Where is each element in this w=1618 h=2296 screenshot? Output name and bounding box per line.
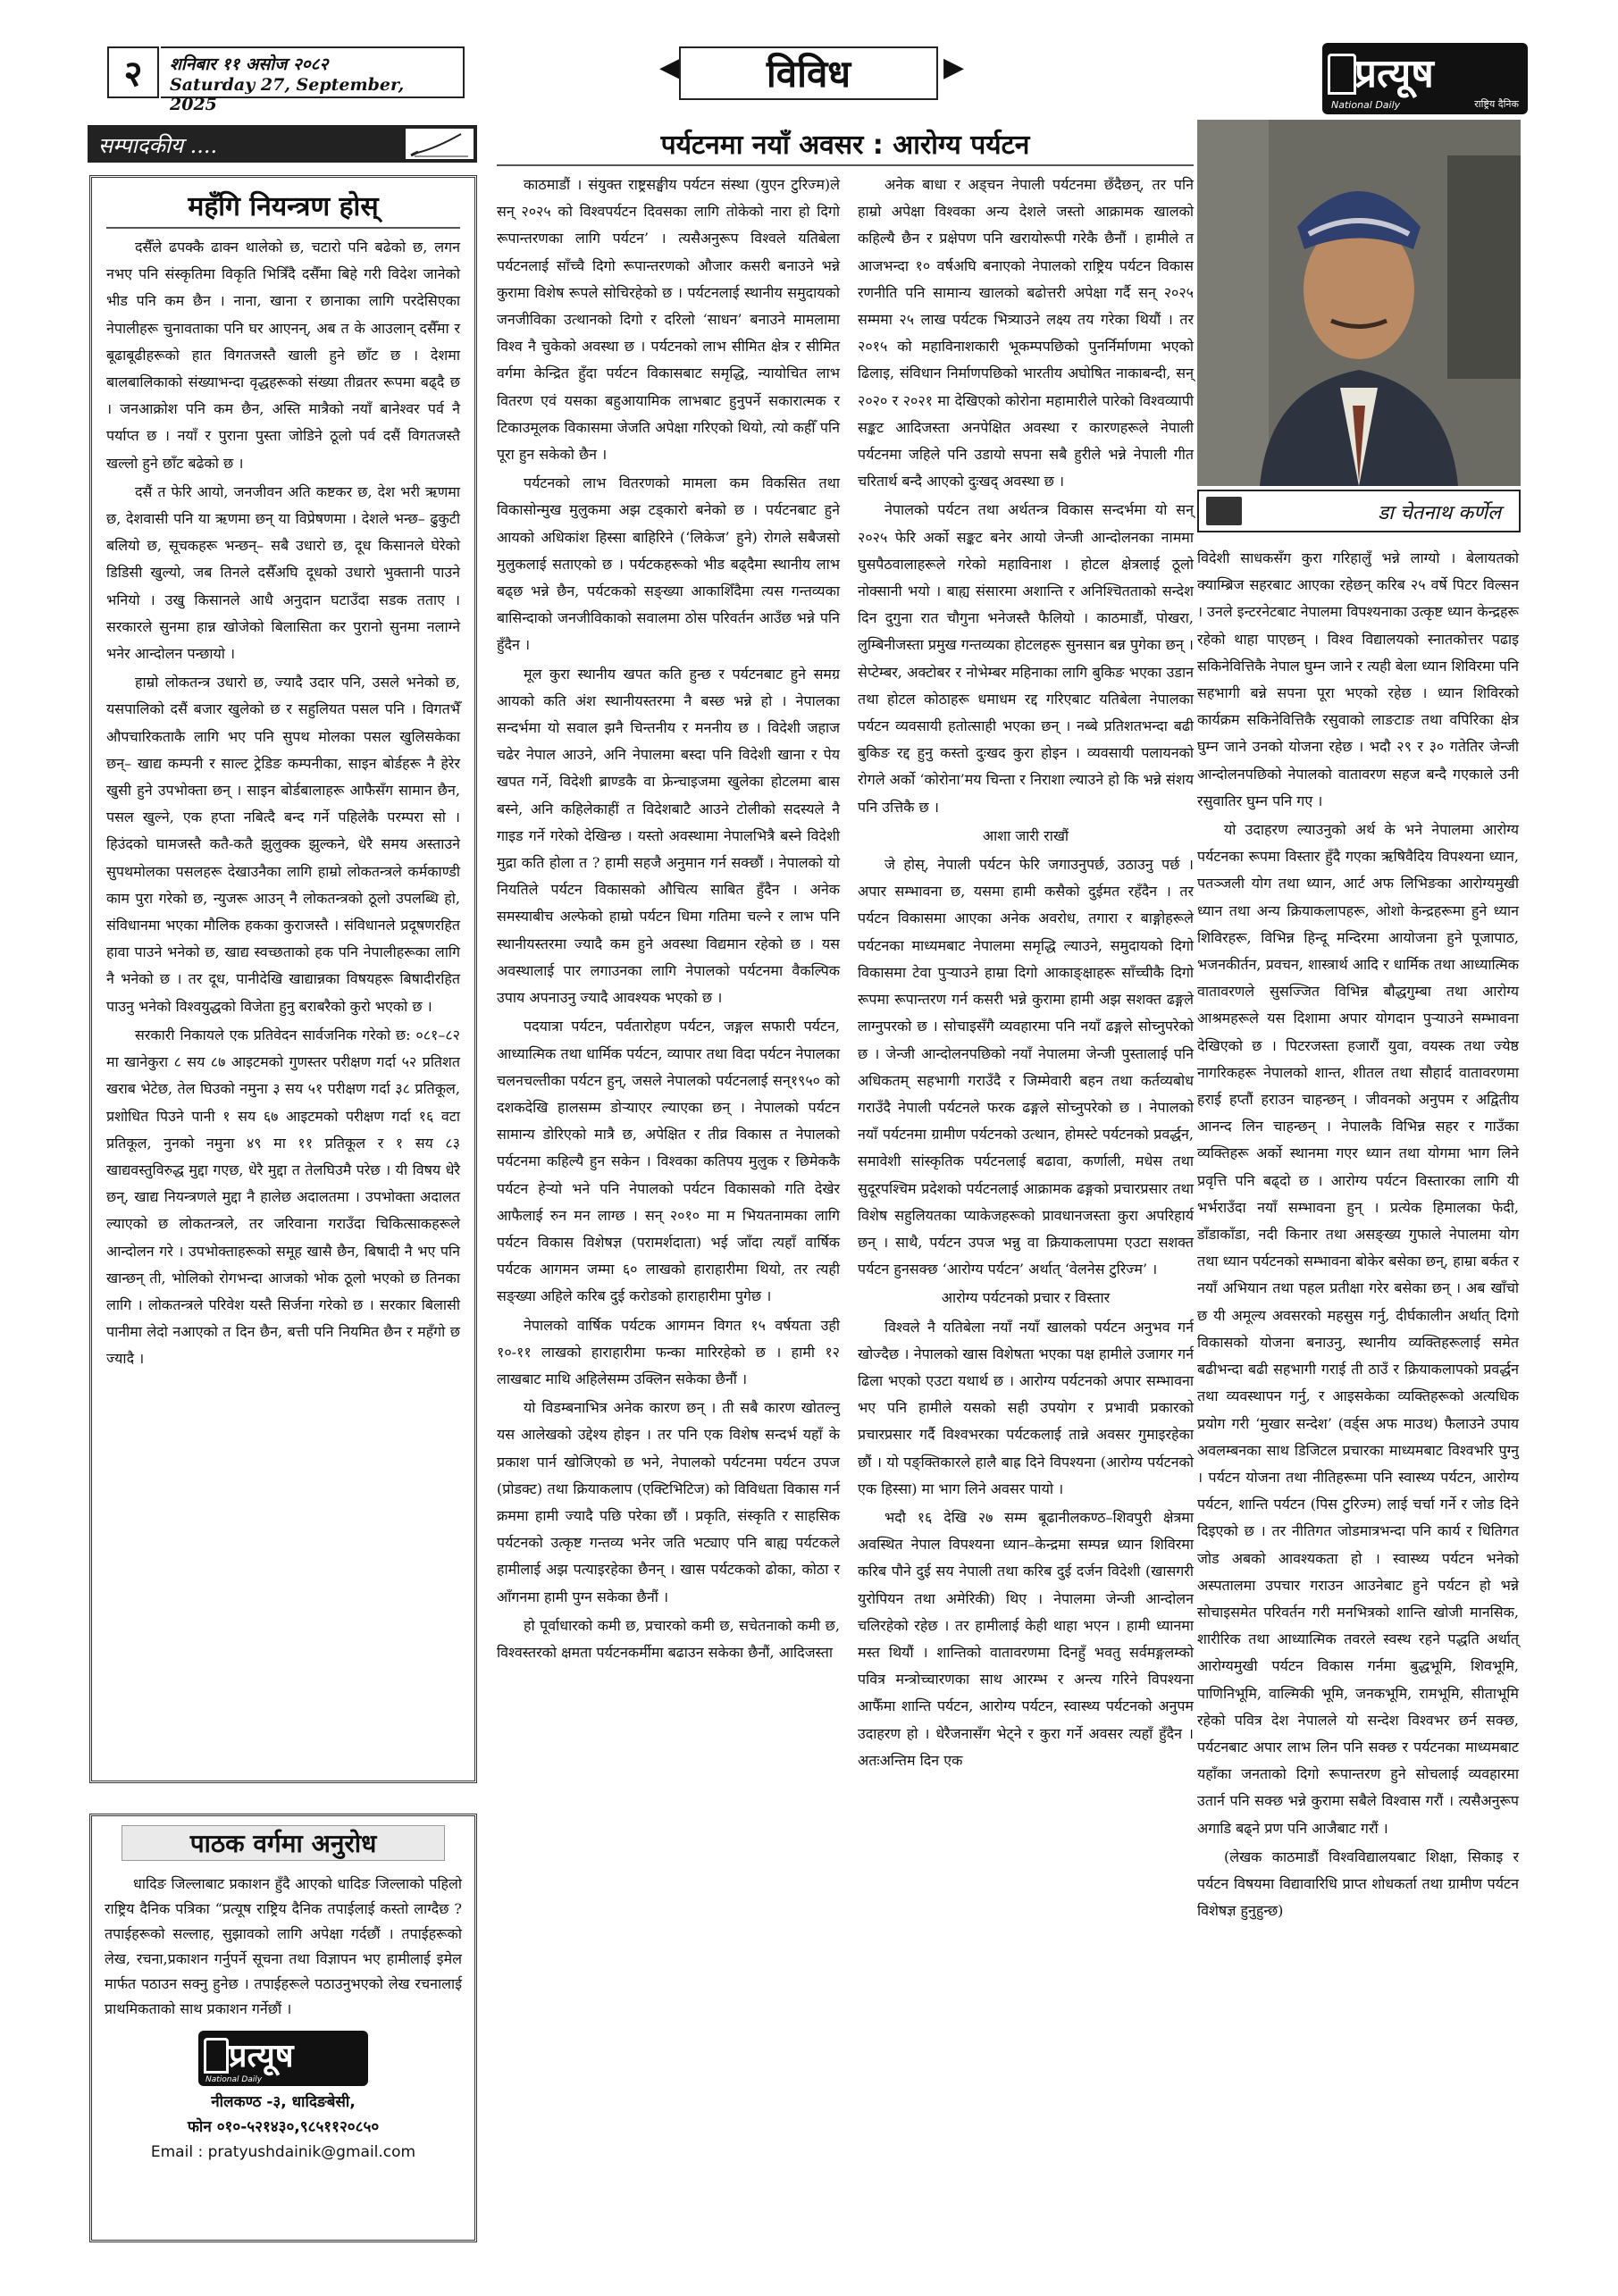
masthead-logo [1322, 43, 1528, 114]
editorial-label: सम्पादकीय .... [88, 125, 477, 163]
editorial-paragraph: हाम्रो लोकतन्त्र उधारो छ, ज्यादै उदार पनि, उसले भनेको छ, यसपालिको दसैं बजार खुलेको छ र सहुलियत पसल पनि । विगतभैँ औपचारिकताकै लागि भए पनि सुपथ मोलका पसल खुलिसकेका छन्– खाद्य कम्पनी र साल्ट ट्रेडिङ कम्पनीका, साइन बोर्डहरू नै हेरेर खुसी हुने उपभोक्ता छन् । साइन बोर्डबालाहरू आफैसँग सामान छैन, पसल खुल्ने, एक हप्ता नबित्दै बन्द गर्ने पहिलेकै परम्परा सो । हिउंदको घामजस्तै कतै-कतै झुलुक्क झुल्कने, धेरै समय अस्ताउने सुपथमोलका पसलहरू देखाउनैका लागि हाम्रो लोकतन्त्रले कर्मकाण्डी काम पुरा गरेको छ, न्युजरू आउन् नै लोकतन्त्रको ठूलो उपलब्धि हो, संविधानमा भएका मौलिक हकका कुराजस्तै । संविधानले प्रदूषणरहित हावा पाउने भनेको छ, खाद्य स्वच्छताको हक पनि नेपालीहरूका लागि नै भनेको छ । तर दूध, पानीदेखि खाद्यान्नका विषयहरू बिषादीरहित पाउनु भनेको विश्वयुद्धको विजेता हुनु बराबरैको कुरो भएको छ । [106, 674, 460, 1015]
article-paragraph: अनेक बाधा र अड्चन नेपाली पर्यटनमा छँदैछन्, तर पनि हाम्रो अपेक्षा विश्वका अन्य देशले जस्तो आक्रामक खालको कहिल्यै छैन र प्रक्षेपण पनि खरायोरूपी गरेकै छैनौं । हामीले त आजभन्दा १० वर्षअघि बनाएको नेपालको राष्ट्रिय पर्यटन विकास रणनीति पनि सामान्य खालको बढोत्तरी अपेक्षा गर्दै सन् २०२५ सम्ममा २५ लाख पर्यटक भित्र्याउने लक्ष्य तय गरेका थियौं । तर २०१५ को महाविनाशकारी भूकम्पपछिको पुनर्निर्माणमा भएको ढिलाइ, संविधान निर्माणपछिको भारतीय अघोषित नाकाबन्दी, सन् २०२० र २०२१ मा देखिएको कोरोना महामारीले पारेको विश्वव्यापी सङ्कट आदिजस्ता अनपेक्षित अवस्था र कारणहरूले नेपाली पर्यटनमा जहिले पनि उडायो सपना सबै हुरीले भन्ने नेपाली गीत चरितार्थ बन्दै आएको दुःखद् अवस्था छ । [858, 176, 1194, 490]
left-triangle-icon: ◀ [659, 52, 681, 83]
logo-tagline-np: राष्ट्रिय दैनिक [1474, 98, 1519, 110]
reader-request-title: पाठक वर्गमा अनुरोध [122, 1825, 445, 1861]
pen-icon [1206, 497, 1242, 525]
article-title: पर्यटनमा नयाँ अवसर : आरोग्य पर्यटन [497, 125, 1194, 166]
date-nepali: शनिबार ११ असोज २०८२ [170, 54, 329, 74]
article-column-3 [1197, 545, 1519, 2296]
article-paragraph: भदौ १६ देखि २७ सम्म बूढानीलकण्ठ–शिवपुरी क्षेत्रमा अवस्थित नेपाल विपश्यना ध्यान–केन्द्रमा सम्पन्न ध्यान शिविरमा करिब पौने दुई सय नेपाली तथा करिब दुई दर्जन विदेशी (खासगरी युरोपियन तथा अमेरिकी) थिए । नेपालमा जेन्जी आन्दोलन चलिरहेको रहेछ । तर हामीलाई केही थाहा भएन । हामी ध्यानमा मस्त थियौं । शान्तिको वातावरणमा दिनहुँ भवतु सर्वमङ्गलम्को पवित्र मन्त्रोच्चारणका साथ आरम्भ र अन्त्य गरिने विपश्यना आफैँमा शान्ति पर्यटन, आरोग्य पर्यटन, स्वास्थ्य पर्यटनको अनुपम उदाहरण हो । धेरैजनासँग भेट्ने र कुरा गर्ने अवसर त्यहाँ हुँदैन । अतःअन्तिम दिन एक [858, 1508, 1194, 1769]
author-photo [1197, 120, 1521, 486]
article-paragraph: यो उदाहरण ल्याउनुको अर्थ के भने नेपालमा आरोग्य पर्यटनका रूपमा विस्तार हुँदै गएका ऋषिवैदिय विपश्यना ध्यान, पतञ्जली योग तथा ध्यान, आर्ट अफ लिभिङका आरोग्यमुखी ध्यान तथा अन्य क्रियाकलापहरू, ओशो केन्द्रहरूमा हुने ध्यान शिविरहरू, विभिन्न हिन्दू मन्दिरमा आयोजना हुने पूजापाठ, भजनकीर्तन, प्रवचन, शास्त्रार्थ आदि र धार्मिक तथा आध्यात्मिक वातावरणले सुसज्जित विभिन्न बौद्धगुम्बा तथा आरोग्य आश्रमहरूले यस दिशामा अपार योगदान पुऱ्याउने सम्भावना देखिएको छ । पिटरजस्ता हजारौं युवा, वयस्क तथा ज्येष्ठ नागरिकहरू नेपालको शान्त, शीतल तथा सौहार्द वातावरणमा हराई हप्तौं हराउन चाहन्छन् । जीवनको अनुपम र अद्वितीय आनन्द लिन चाहन्छन् । नेपालकै विभिन्न सहर र गाउँका व्यक्तिहरू अर्को स्थानमा गएर ध्यान तथा योगमा भाग लिने प्रवृत्ति पनि बढ्दो छ । आरोग्य पर्यटन विस्तारका लागि यी भर्भराउँदा नयाँ सम्भावना हुन् । प्रत्येक हिमालका फेदी, डाँडाकाँडा, नदी किनार तथा असङ्ख्य गुफाले नेपालमा योग तथा ध्यान पर्यटनको सम्भावना बोकेर बसेका छन्, हाम्रा बर्कत र नयाँ अभियान तथा पहल प्रतीक्षा गरेर बसेका छन् । अब खाँचो छ यी अमूल्य अवसरको महसुस गर्नु, दीर्घकालीन अर्थात् दिगो विकासको योजना बनाउनु, स्थानीय व्यक्तिहरूलाई समेत बढीभन्दा बढी सहभागी गराई ती ठाउँ र क्रियाकलापको प्रवर्द्धन तथा व्यवस्थापन गर्नु, र आइसकेका व्यक्तिहरूको अत्यधिक प्रयोग गरी ‘मुखार सन्देश’ (वर्ड्स अफ माउथ) फैलाउने उपाय अवलम्बनका साथ डिजिटल प्रचारका माध्यमबाट विश्वभरि पुग्नु । पर्यटन योजना तथा नीतिहरूमा पनि स्वास्थ्य पर्यटन, आरोग्य पर्यटन, शान्ति पर्यटन (पिस टुरिज्म) लाई चर्चा गर्ने र जोड दिने दिइएको छ । तर नीतिगत जोडमात्रभन्दा पनि कार्य र धितिगत जोड अबको आवश्यकता हो । स्वास्थ्य पर्यटन भनेको अस्पतालमा उपचार गराउन आउनेबाट हुने पर्यटन हो भन्ने सोचाइसमेत परिवर्तन गरी मनभित्रको शान्ति खोजी मानसिक, शारीरिक तथा आध्यात्मिक तवरले स्वस्थ रहने पद्धति अर्थात् आरोग्यमुखी पर्यटन विकास गर्नमा बुद्धभूमि, शिवभूमि, पाणिनिभूमि, वाल्मिकी भूमि, जनकभूमि, रामभूमि, सीताभूमि रहेको पवित्र देश नेपालले यो सन्देश विश्वभर छर्न सक्छ, पर्यटनबाट अपार लाभ लिन पनि सक्छ र पर्यटनका माध्यमबाट यहाँका जनताको दिगो रूपान्तरण हुने सोचलाई व्यवहारमा उतार्न पनि सक्छ भन्ने कुरामा सबैले विश्वास गरौं । त्यसैअनुरूप अगाडि बढ्ने प्रण पनि आजैबाट गरौं । [1197, 821, 1519, 1837]
article-subheading: आशा जारी राखौं [982, 826, 1069, 844]
logo-mark-icon [1328, 54, 1356, 95]
editorial-box [89, 175, 477, 1783]
footer-logo [198, 2031, 368, 2086]
pen-icon [404, 127, 475, 161]
author-name: डा चेतनाथ कर्णेल [1378, 502, 1501, 524]
article-paragraph: मूल कुरा स्थानीय खपत कति हुन्छ र पर्यटनबाट हुने समग्र आयको कति अंश स्थानीयस्तरमा नै बस्छ भन्ने हो । नेपालका सन्दर्भमा यो सवाल झनै चिन्तनीय र मननीय छ । विदेशी जहाज चढेर नेपाल आउने, अनि नेपालमा बस्दा पनि विदेशी खाना र पेय खपत गर्ने, विदेशी ब्राण्डकै वा फ्रेन्चाइजमा खुलेका होटलमा बास बस्ने, अनि कहिलेकाहीं त विदेशबाटै आउने टोलीको सदस्यले नै गाइड गर्ने गरेको देखिन्छ । यस्तो अवस्थामा नेपालभित्रै बस्ने विदेशी मुद्रा कति होला त ? हामी सहजै अनुमान गर्न सक्छौं । नेपालको यो नियतिले पर्यटन विकासको औचित्य साबित हुँदैन । अनेक समस्याबीच अल्फेको हाम्रो पर्यटन धिमा गतिमा चल्ने र लाभ पनि स्थानीयस्तरमा ज्यादै कम हुने अवस्था विद्यमान रहेको छ । यस अवस्थालाई पार लगाउनका लागि नेपालको पर्यटनमा वैकल्पिक उपाय अपनाउनु ज्यादै आवश्यक भएको छ । [497, 665, 840, 1007]
article-paragraph: पर्यटनको लाभ वितरणको मामला कम विकसित तथा विकासोन्मुख मुलुकमा अझ टड्कारो बनेको छ । पर्यटनबाट हुने आयको अधिकांश हिस्सा बाहिरिने (‘लिकेज’ हुने) रोगले सबैजसो मुलुकलाई सताएको छ । पर्यटकहरूको भीड बढ्दैमा स्थानीय लाभ बढ्छ भन्ने छैन, पर्यटकको सङ्ख्या आकाशिँदैमा त्यस गन्तव्यका बासिन्दाको जनजीविकाको सवालमा ठोस परिवर्तन आउँछ भन्ने पनि हुँदैन । [497, 474, 840, 654]
issue-date [161, 46, 465, 114]
contact-address: नीलकण्ठ -३, धादिङबेसी, [211, 2093, 356, 2111]
logo-tagline: National Daily [1331, 99, 1401, 111]
editorial-paragraph: सरकारी निकायले एक प्रतिवेदन सार्वजनिक गरेको छ: ०८१–८२ मा खानेकुरा ८ सय ८७ आइटमको गुणस्तर परीक्षण गर्दा ५२ प्रतिशत खराब भेटेछ, तेल घिउको नमुना ३ सय ५१ परीक्षण गर्दा ३८ प्रतिकूल, प्रशोधित पिउने पानी १ सय ६७ आइटमको परीक्षण गर्दा १६ वटा प्रतिकूल, नुनको नमुना ४९ मा ११ प्रतिकूल र १ सय ८३ खाद्यवस्तुविरुद्ध मुद्दा गएछ, धेरै मुद्दा त तेलघिउमै परेछ । यी विषय धेरै छन्, खाद्य नियन्त्रणले मुद्दा नै हालेछ अदालतमा । उपभोक्ता अदालत ल्याएको छ लोकतन्त्रले, तर जरिवाना गराउँदा चिकित्साकहरूले आन्दोलन गरे । उपभोक्ताहरूको समूह खासै छैन, बिषादी नै भए पनि खान्छन् ती, भोलिको रोगभन्दा आजको भोक ठूलो भएको छ तिनका लागि । लोकतन्त्रले परिवेश यस्तै सिर्जना गरेको छ । सरकार बिलासी पानीमा लेदो नआएको त दिन छैन, बत्ती पनि नियमित छैन र महँगो छ ज्यादै । [106, 1026, 460, 1368]
date-english: Saturday 27, September, 2025 [170, 75, 405, 114]
editorial-paragraph: दसैं त फेरि आयो, जनजीवन अति कष्टकर छ, देश भरी ऋणमा छ, देशवासी पनि या ऋणमा छन् या विप्रेषणमा । देशले भन्छ– ढुकुटी बलियो छ, सूचकहरू भन्छन्– सबै उधारो छ, दूध किसानले घेरेको डिडिसी खुल्यो, जब तिनले दसैँअघि दूधको उधारो भुक्तानी पाउने भनियो । उखु किसानले आधै अनुदान घटाउँदा सडक तताए । सरकारले सुनमा हान्न खोजेको बिलासिता कर पुरानो सुनमा नलाग्ने भनेर आन्दोलन पन्छायो । [106, 482, 460, 663]
article-paragraph: पदयात्रा पर्यटन, पर्वतारोहण पर्यटन, जङ्गल सफारी पर्यटन, आध्यात्मिक तथा धार्मिक पर्यटन, व्यापार तथा विदा पर्यटन नेपालका चलनचल्तीका पर्यटन हुन्, जसले नेपालको पर्यटनलाई सन्१९५० को दशकदेखि हालसम्म डोऱ्याएर ल्याएका छन् । नेपालको पर्यटन सामान्य डोरिएको मात्रै छ, अपेक्षित र तीव्र विकास त नेपालको पर्यटनमा कहिल्यै हुन सकेन । विश्वका कतिपय मुलुक र छिमेककै पर्यटन हेऱ्यो भने पनि नेपालको पर्यटन विकासको गति देखेर आफैलाई रुन मन लाग्छ । सन् २०१० मा म भियतनामका लागि पर्यटन विकास विशेषज्ञ (परामर्शदाता) भई जाँदा त्यहाँ वार्षिक पर्यटक आगमन जम्मा ६० लाखको हाराहारीमा थियो, तर त्यही सङ्ख्या अहिले करिब दुई करोडको हाराहारीमा पुगेछ । [497, 1018, 840, 1305]
editorial-paragraph: दसैँले ढपक्कै ढाक्न थालेको छ, चटारो पनि बढेको छ, लगन नभए पनि संस्कृतिमा विकृति भित्रिँदै दसैँमा बिहे गरी विदेश जानेको भीड पनि कम छैन । नाना, खाना र छानाका लागि परदेसिएका नेपालीहरू चुनावताका पनि घर आएनन्, अब त के आउलान् दसैँमा र बूढाबूढीहरूको हात विगतजस्तै खाली हुने छाँट छ । देशमा बालबालिकाको संख्याभन्दा वृद्धहरूको संख्या तीव्रतर रूपमा बढ्दै छ । जनआक्रोश पनि कम छैन, अस्ति मात्रैको नयाँ बानेश्वर पर्व नै पर्याप्त छ । नयाँ र पुराना पुस्ता जोडिने ठूलो पर्व दसैं विगतजस्तै खल्लो हुने छाँट बढेको छ । [106, 239, 460, 472]
logo-mark-icon [204, 2038, 229, 2074]
logo-name: प्रत्यूष [1354, 51, 1434, 96]
contact-phone: फोन ०१०-५२१४३०,९८५११२०८५० [187, 2118, 380, 2136]
author-caption [1197, 490, 1521, 532]
article-column-2 [858, 172, 1194, 2262]
article-column-1 [497, 172, 840, 2262]
article-paragraph: यो विडम्बनाभित्र अनेक कारण छन् । ती सबै कारण खोतल्नु यस आलेखको उद्देश्य होइन । तर पनि एक विशेष सन्दर्भ यहाँ के प्रकाश पार्न खोजिएको छ भने, नेपालको पर्यटनमा पर्यटन उपज (प्रोडक्ट) तथा क्रियाकलाप (एक्टिभिटिज) को विविधता विकास गर्न क्रममा हामी ज्यादै पछि परेका छौं । प्रकृति, संस्कृति र साहसिक पर्यटनको उत्कृष्ट गन्तव्य भनेर जति भट्याए पनि बाह्य पर्यटकले हामीलाई अझ पत्याइरहेका छैनन् । खास पर्यटकको ढोका, कोठा र आँगनमा हामी पुग्न सकेका छैनौं । [497, 1399, 840, 1605]
reader-request-box [89, 1814, 477, 2242]
author-bio: (लेखक काठमाडौं विश्वविद्यालयबाट शिक्षा, सिकाइ र पर्यटन विषयमा विद्यावारिधि प्राप्त शोधकर्ता तथा ग्रामीण पर्यटन विशेषज्ञ हुनुहुन्छ) [1197, 1848, 1519, 1920]
right-triangle-icon: ▶ [943, 52, 965, 83]
article-paragraph: नेपालको पर्यटन तथा अर्थतन्त्र विकास सन्दर्भमा यो सन् २०२५ फेरि अर्को सङ्कट बनेर आयो जेन्जी आन्दोलनका नाममा घुसपैठवालाहरूले गरेको महाविनाश । होटल क्षेत्रलाई ठूलो नोक्सानी भयो । बाह्य संसारमा अशान्ति र अनिश्चितताको सन्देश दिन दुगुना रात चौगुना भनेजस्तै फैलियो । काठमाडौं, पोखरा, लुम्बिनीजस्ता प्रमुख गन्तव्यका होटलहरू सुनसान बन्न पुगेका छन् । सेप्टेम्बर, अक्टोबर र नोभेम्बर महिनाका लागि बुकिङ भएका उडान तथा होटल कोठाहरू धमाधम रद्द गरिएबाट यतिबेला नेपालका पर्यटन व्यवसायी हतोत्साही भएका छन् । नब्बे प्रतिशतभन्दा बढी बुकिङ रद्द हुनु कस्तो दुःखद कुरा होइन । व्यवसायी पलायनको रोगले अर्को ‘कोरोना’मय चिन्ता र निराशा ल्याउने हो कि भन्ने संशय पनि उत्तिकै छ । [858, 501, 1194, 816]
page-number: २ [107, 46, 159, 98]
footer-logo-tagline: National Daily [205, 2075, 263, 2084]
footer-logo-name: प्रत्यूष [229, 2038, 294, 2074]
article-paragraph: जे होस्, नेपाली पर्यटन फेरि जगाउनुपर्छ, उठाउनु पर्छ । अपार सम्भावना छ, यसमा हामी कसैको दुईमत रहँदैन । तर पर्यटन विकासमा आएका अनेक अवरोध, तगारा र बाङ्गोहरूले पर्यटनका माध्यमबाट नेपालमा समृद्धि ल्याउने, समुदायको दिगो विकासमा टेवा पुऱ्याउने हाम्रा दिगो आकाङ्क्षाहरू साँच्चीकै दिगो रूपमा रूपान्तरण गर्न कसरी भन्ने कुरामा हामी अझ सशक्त ढङ्गले लाग्नुपरको छ । सोचाइसँगै व्यवहारमा पनि नयाँ ढङ्गले सोच्नुपरेको छ । जेन्जी आन्दोलनपछिको नयाँ नेपालमा जेन्जी पुस्तालाई पनि अधिकतम् सहभागी गराउँदै र जिम्मेवारी बहन तथा कर्तव्यबोध गराउँदै नेपाली पर्यटनले फरक ढङ्गले सोच्नुपरेको छ । नेपालको नयाँ पर्यटनमा ग्रामीण पर्यटनको उत्थान, होमस्टे पर्यटनको प्रवर्द्धन, समावेशी सांस्कृतिक पर्यटनलाई बढावा, कर्णाली, मधेस तथा सुदूरपश्चिम प्रदेशको पर्यटनलाई आक्रामक ढङ्गको प्रचारप्रसार तथा विशेष सहुलियतका प्याकेजहरूको प्रावधानजस्ता कुरा अपरिहार्य छन् । साथै, पर्यटन उपज भन्नु वा क्रियाकलापमा एउटा सशक्त पर्यटन हुनसक्छ ‘आरोग्य पर्यटन’ अर्थात् ‘वेलनेस टुरिज्म’ । [858, 856, 1194, 1278]
section-title: विविध [679, 46, 938, 100]
reader-request-body: धादिङ जिल्लाबाट प्रकाशन हुँदै आएको धादिङ जिल्लाको पहिलो राष्ट्रिय दैनिक पत्रिका “प्रत्यूष राष्ट्रिय दैनिक तपाईलाई कस्तो लाग्दैछ ? तपाईहरूको सल्लाह, सुझावको लागि अपेक्षा गर्दछौं । तपाईहरूको लेख, रचना,प्रकाशन गर्नुपर्ने सूचना तथा विज्ञापन भए हामीलाई इमेल मार्फत पठाउन सक्नु हुनेछ । तपाईहरूले पठाउनुभएको लेख रचनालाई प्राथमिकताको साथ प्रकाशन गर्नेछौं । [105, 1875, 462, 2017]
article-subheading: आरोग्य पर्यटनको प्रचार र विस्तार [941, 1289, 1111, 1307]
article-paragraph: हो पूर्वाधारको कमी छ, प्रचारको कमी छ, सचेतनाको कमी छ, विश्वस्तरको क्षमता पर्यटनकर्मीमा बढाउन सकेका छैनौं, आदिजस्ता [497, 1616, 840, 1661]
editorial-title: महँगि नियन्त्रण होस् [106, 187, 460, 229]
article-paragraph: विदेशी साधकसँग कुरा गरिहालुँ भन्ने लाग्यो । बेलायतको क्याम्ब्रिज सहरबाट आएका रहेछन् करिब २५ वर्षे पिटर विल्सन । उनले इन्टरनेटबाट नेपालमा विपश्यनाका उत्कृष्ट ध्यान केन्द्रहरू रहेको थाहा पाएछन् । विश्व विद्यालयको स्नातकोत्तर पढाइ सकिनेवित्तिकै नेपाल घुम्न जाने र त्यही बेला ध्यान शिविरमा पनि सहभागी बन्ने सपना पूरा भएको रहेछ । ध्यान शिविरको कार्यक्रम सकिनेवित्तिकै रसुवाको लाङटाङ तथा वपिरिका क्षेत्र घुम्न जाने उनको योजना रहेछ । भदौ २९ र ३० गतेतिर जेन्जी आन्दोलनपछिको नेपालको वातावरण सहज बन्दै गएकाले उनी रसुवातिर घुम्न पनि गए । [1197, 549, 1519, 809]
article-paragraph: विश्वले नै यतिबेला नयाँ नयाँ खालको पर्यटन अनुभव गर्न खोज्दैछ । नेपालको खास विशेषता भएका पक्ष हामीले उजागर गर्न ढिला भएको एउटा यथार्थ छ । आरोग्य पर्यटनको अपार सम्भावना भए पनि हामीले यसको सही उपयोग र प्रभावी प्रकारको प्रचारप्रसार गर्दै विश्वभरका पर्यटकलाई तान्ने अवसर गुमाइरहेका छौं । यो पङ्क्तिकारले हालै बाह्र दिने विपश्यना (आरोग्य पर्यटनको एक हिस्सा) मा भाग लिने अवसर पायो । [858, 1318, 1194, 1497]
article-paragraph: नेपालको वार्षिक पर्यटक आगमन विगत १५ वर्षयता उही १०-११ लाखको हाराहारीमा फन्का मारिरहेको छ । हामी १२ लाखबाट माथि अहिलेसम्म उक्लिन सकेका छैनौं । [497, 1316, 840, 1387]
article-paragraph: काठमाडौं । संयुक्त राष्ट्रसङ्घीय पर्यटन संस्था (युएन टुरिज्म)ले सन् २०२५ को विश्वपर्यटन दिवसका लागि तोकेको नारा हो दिगो रूपान्तरणका लागि पर्यटन’ । त्यसैअनुरूप विश्वले यतिबेला पर्यटनलाई साँच्चै दिगो रूपान्तरणको औजार कसरी बनाउने भन्ने कुरामा विशेष रूपले सोचिरहेको छ । पर्यटनलाई स्थानीय समुदायको जनजीविका उत्थानको दिगो र दरिलो ‘साधन’ बनाउने मामलामा विश्व नै चुकेको अवस्था छ । पर्यटनको लाभ सीमित क्षेत्र र सीमित वर्गमा केन्द्रित हुँदा पर्यटन विकासबाट समृद्धि, न्यायोचित लाभ वितरण एवं यसका बहुआयामिक लाभबाट हुनुपर्ने सकारात्मक र टिकाउमूलक विकासमा जेजति अपेक्षा गरिएको थियो, त्यो कहीँ पनि पूरा हुन सकेको छैन । [497, 176, 840, 464]
contact-email[interactable]: Email : pratyushdainik@gmail.com [150, 2143, 416, 2161]
